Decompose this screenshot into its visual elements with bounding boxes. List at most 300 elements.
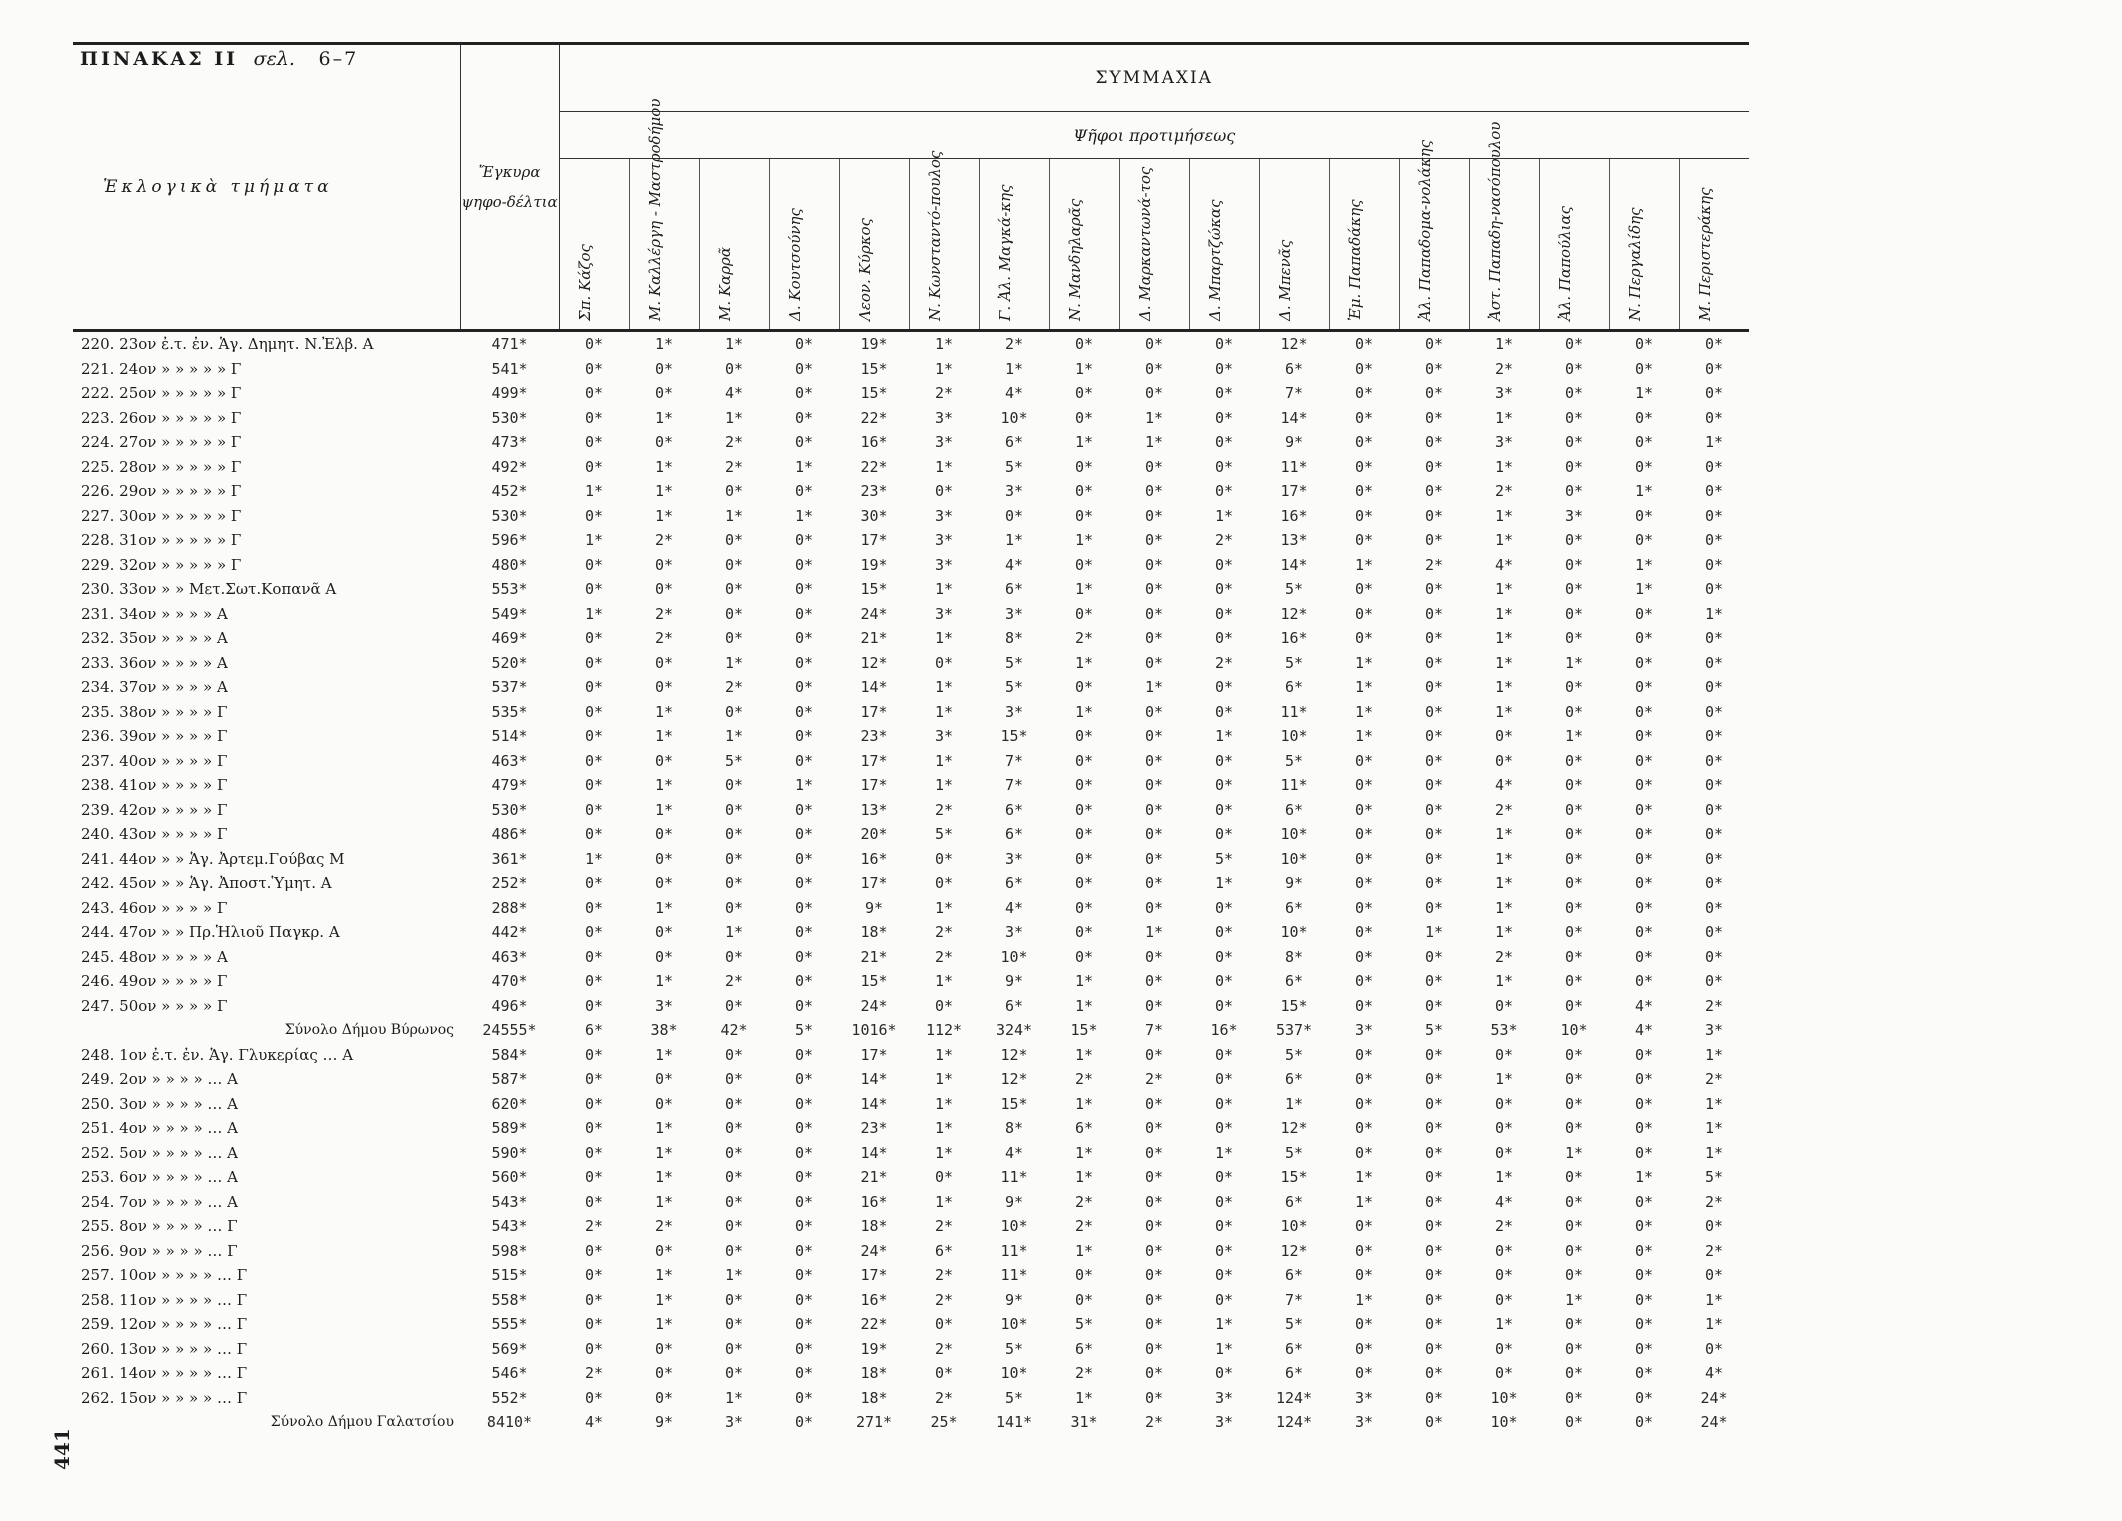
vote-cell: 0* xyxy=(1214,580,1234,599)
vote-cell: 0* xyxy=(1564,947,1584,966)
vote-cell: 0* xyxy=(1074,506,1094,525)
vote-cell: 0* xyxy=(1564,1119,1584,1138)
section-label: 225. 28ον » » » » » Γ xyxy=(81,457,242,476)
vote-cell: 15* xyxy=(860,972,888,991)
vote-cell: 0* xyxy=(584,1315,604,1334)
vote-cell: 0* xyxy=(1214,482,1234,501)
section-label: 260. 13ον » » » » … Γ xyxy=(81,1339,248,1358)
results-table xyxy=(73,42,1749,1435)
section-label: 245. 48ον » » » » Α xyxy=(81,947,228,966)
vote-cell: 0* xyxy=(654,1339,674,1358)
vote-cell: 1016* xyxy=(851,1021,897,1040)
valid-ballots-cell: 555* xyxy=(491,1315,528,1334)
vote-cell: 1* xyxy=(1634,580,1654,599)
table-row xyxy=(73,406,1749,431)
vote-cell: 3* xyxy=(654,996,674,1015)
vote-cell: 0* xyxy=(1424,580,1444,599)
vote-cell: 0* xyxy=(794,1413,814,1432)
vote-cell: 0* xyxy=(1214,1364,1234,1383)
vote-cell: 0* xyxy=(584,1241,604,1260)
vote-cell: 1* xyxy=(1214,1339,1234,1358)
vote-cell: 0* xyxy=(1424,1217,1444,1236)
candidate-header xyxy=(559,159,629,331)
vote-cell: 1* xyxy=(1704,1143,1724,1162)
vote-cell: 0* xyxy=(1144,825,1164,844)
vote-cell: 15* xyxy=(860,580,888,599)
vote-cell: 1* xyxy=(1144,678,1164,697)
section-label: 224. 27ον » » » » » Γ xyxy=(81,433,242,452)
vote-cell: 1* xyxy=(1074,702,1094,721)
vote-cell: 0* xyxy=(1354,1217,1374,1236)
vote-cell: 17* xyxy=(860,702,888,721)
vote-cell: 1* xyxy=(1634,384,1654,403)
valid-ballots-cell: 530* xyxy=(491,408,528,427)
section-label: 248. 1ον ἐ.τ. ἐν. Ἁγ. Γλυκερίας … Α xyxy=(81,1045,354,1064)
vote-cell: 0* xyxy=(1354,629,1374,648)
vote-cell: 0* xyxy=(1144,1045,1164,1064)
vote-cell: 0* xyxy=(724,996,744,1015)
vote-cell: 2* xyxy=(584,1217,604,1236)
vote-cell: 0* xyxy=(1354,384,1374,403)
total-row xyxy=(73,1018,1749,1043)
vote-cell: 0* xyxy=(934,1364,954,1383)
vote-cell: 6* xyxy=(1004,433,1024,452)
vote-cell: 0* xyxy=(724,1339,744,1358)
vote-cell: 0* xyxy=(584,1143,604,1162)
vote-cell: 0* xyxy=(654,359,674,378)
table-row xyxy=(73,675,1749,700)
vote-cell: 0* xyxy=(1704,874,1724,893)
vote-cell: 1* xyxy=(1564,1290,1584,1309)
vote-cell: 0* xyxy=(1704,555,1724,574)
section-label: 244. 47ον » » Πρ.Ἡλιοῦ Παγκρ. Α xyxy=(81,923,340,942)
valid-ballots-cell: 496* xyxy=(491,996,528,1015)
vote-cell: 1* xyxy=(1074,359,1094,378)
vote-cell: 0* xyxy=(1704,482,1724,501)
section-label: 252. 5ον » » » » … Α xyxy=(81,1143,239,1162)
vote-cell: 0* xyxy=(1564,457,1584,476)
vote-cell: 0* xyxy=(1214,433,1234,452)
vote-cell: 0* xyxy=(584,1094,604,1113)
vote-cell: 1* xyxy=(1004,531,1024,550)
valid-ballots-cell: 514* xyxy=(491,727,528,746)
vote-cell: 21* xyxy=(860,947,888,966)
vote-cell: 0* xyxy=(1144,1119,1164,1138)
vote-cell: 0* xyxy=(1424,457,1444,476)
vote-cell: 0* xyxy=(1144,482,1164,501)
vote-cell: 0* xyxy=(1354,1143,1374,1162)
vote-cell: 0* xyxy=(1564,898,1584,917)
vote-cell: 1* xyxy=(1704,1094,1724,1113)
vote-cell: 1* xyxy=(724,923,744,942)
vote-cell: 1* xyxy=(654,1266,674,1285)
vote-cell: 124* xyxy=(1275,1388,1313,1407)
vote-cell: 0* xyxy=(584,1266,604,1285)
vote-cell: 1* xyxy=(1144,433,1164,452)
vote-cell: 0* xyxy=(1424,1413,1444,1432)
vote-cell: 22* xyxy=(860,457,888,476)
vote-cell: 0* xyxy=(654,751,674,770)
valid-ballots-cell: 530* xyxy=(491,800,528,819)
vote-cell: 6* xyxy=(1004,580,1024,599)
candidate-name: Ν. Περγαλίδης xyxy=(1626,207,1644,321)
vote-cell: 3* xyxy=(934,555,954,574)
table-row xyxy=(73,577,1749,602)
vote-cell: 1* xyxy=(1634,555,1654,574)
vote-cell: 0* xyxy=(724,555,744,574)
vote-cell: 0* xyxy=(1564,800,1584,819)
vote-cell: 0* xyxy=(1354,996,1374,1015)
vote-cell: 0* xyxy=(654,1070,674,1089)
vote-cell: 0* xyxy=(724,359,744,378)
section-label: 228. 31ον » » » » » Γ xyxy=(81,531,242,550)
vote-cell: 0* xyxy=(1354,947,1374,966)
vote-cell: 0* xyxy=(1634,923,1654,942)
vote-cell: 1* xyxy=(1354,702,1374,721)
vote-cell: 10* xyxy=(1490,1388,1518,1407)
vote-cell: 0* xyxy=(1564,384,1584,403)
vote-cell: 1* xyxy=(1564,653,1584,672)
section-label: 261. 14ον » » » » … Γ xyxy=(81,1364,248,1383)
vote-cell: 0* xyxy=(654,923,674,942)
candidate-header xyxy=(1329,159,1399,331)
table-row xyxy=(73,430,1749,455)
vote-cell: 0* xyxy=(1424,1290,1444,1309)
vote-cell: 271* xyxy=(855,1413,893,1432)
vote-cell: 0* xyxy=(1634,947,1654,966)
vote-cell: 0* xyxy=(1214,1168,1234,1187)
vote-cell: 0* xyxy=(1634,629,1654,648)
vote-cell: 0* xyxy=(934,1168,954,1187)
vote-cell: 0* xyxy=(1564,702,1584,721)
vote-cell: 1* xyxy=(1494,629,1514,648)
vote-cell: 0* xyxy=(794,1217,814,1236)
vote-cell: 0* xyxy=(1144,555,1164,574)
table-row xyxy=(73,455,1749,480)
vote-cell: 0* xyxy=(794,849,814,868)
table-row xyxy=(73,1288,1749,1313)
vote-cell: 2* xyxy=(1214,531,1234,550)
vote-cell: 3* xyxy=(1214,1388,1234,1407)
vote-cell: 0* xyxy=(794,629,814,648)
vote-cell: 2* xyxy=(654,629,674,648)
vote-cell: 0* xyxy=(584,384,604,403)
vote-cell: 0* xyxy=(1564,1168,1584,1187)
vote-cell: 1* xyxy=(654,898,674,917)
vote-cell: 6* xyxy=(1284,1070,1304,1089)
section-label: Σύνολο Δήμου Γαλατσίου xyxy=(270,1414,454,1431)
vote-cell: 1* xyxy=(794,506,814,525)
vote-cell: 1* xyxy=(1494,898,1514,917)
vote-cell: 0* xyxy=(794,1094,814,1113)
vote-cell: 0* xyxy=(1704,923,1724,942)
vote-cell: 141* xyxy=(995,1413,1033,1432)
vote-cell: 1* xyxy=(1354,727,1374,746)
table-title-main: ΠΙΝΑΚΑΣ ΙΙ xyxy=(80,48,239,70)
vote-cell: 15* xyxy=(1000,727,1028,746)
vote-cell: 1* xyxy=(724,1388,744,1407)
vote-cell: 0* xyxy=(1634,433,1654,452)
section-label: 223. 26ον » » » » » Γ xyxy=(81,408,242,427)
table-row xyxy=(73,920,1749,945)
vote-cell: 9* xyxy=(1284,433,1304,452)
vote-cell: 0* xyxy=(794,580,814,599)
vote-cell: 0* xyxy=(1634,1290,1654,1309)
vote-cell: 0* xyxy=(1144,1315,1164,1334)
vote-cell: 0* xyxy=(1704,947,1724,966)
vote-cell: 0* xyxy=(1354,1094,1374,1113)
vote-cell: 42* xyxy=(720,1021,748,1040)
vote-cell: 10* xyxy=(1560,1021,1588,1040)
vote-cell: 0* xyxy=(1494,1266,1514,1285)
vote-cell: 0* xyxy=(1704,678,1724,697)
vote-cell: 24* xyxy=(860,1241,888,1260)
vote-cell: 1* xyxy=(1074,433,1094,452)
vote-cell: 0* xyxy=(1634,1094,1654,1113)
vote-cell: 0* xyxy=(934,482,954,501)
vote-cell: 0* xyxy=(1634,457,1654,476)
vote-cell: 0* xyxy=(584,1119,604,1138)
vote-cell: 0* xyxy=(1144,1241,1164,1260)
vote-cell: 0* xyxy=(1424,506,1444,525)
vote-cell: 0* xyxy=(1704,702,1724,721)
vote-cell: 17* xyxy=(860,1266,888,1285)
vote-cell: 3* xyxy=(934,408,954,427)
vote-cell: 0* xyxy=(1144,996,1164,1015)
valid-ballots-cell: 480* xyxy=(491,555,528,574)
valid-ballots-cell: 252* xyxy=(491,874,528,893)
vote-cell: 3* xyxy=(1354,1413,1374,1432)
section-label: 226. 29ον » » » » » Γ xyxy=(81,482,242,501)
vote-cell: 0* xyxy=(1354,1266,1374,1285)
vote-cell: 5* xyxy=(1004,1388,1024,1407)
vote-cell: 3* xyxy=(724,1413,744,1432)
vote-cell: 0* xyxy=(794,1070,814,1089)
section-label: 241. 44ον » » Ἁγ. Ἀρτεμ.Γούβας Μ xyxy=(81,849,345,868)
vote-cell: 5* xyxy=(1424,1021,1444,1040)
vote-cell: 0* xyxy=(1424,653,1444,672)
vote-cell: 0* xyxy=(1354,1241,1374,1260)
vote-cell: 1* xyxy=(1354,555,1374,574)
vote-cell: 11* xyxy=(1000,1168,1028,1187)
vote-cell: 30* xyxy=(860,506,888,525)
section-label: 253. 6ον » » » » … Α xyxy=(81,1168,239,1187)
vote-cell: 9* xyxy=(654,1413,674,1432)
section-label: 251. 4ον » » » » … Α xyxy=(81,1119,239,1138)
section-label: 230. 33ον » » Μετ.Σωτ.Κοπανᾶ Α xyxy=(81,580,337,599)
vote-cell: 0* xyxy=(794,923,814,942)
vote-cell: 0* xyxy=(1634,1192,1654,1211)
valid-ballots-cell: 470* xyxy=(491,972,528,991)
vote-cell: 0* xyxy=(1354,800,1374,819)
vote-cell: 1* xyxy=(654,1290,674,1309)
vote-cell: 0* xyxy=(1494,1143,1514,1162)
vote-cell: 1* xyxy=(1074,653,1094,672)
vote-cell: 0* xyxy=(654,1241,674,1260)
vote-cell: 0* xyxy=(794,1266,814,1285)
vote-cell: 0* xyxy=(1074,727,1094,746)
table-row xyxy=(73,773,1749,798)
vote-cell: 1* xyxy=(1354,1290,1374,1309)
vote-cell: 6* xyxy=(584,1021,604,1040)
vote-cell: 1* xyxy=(1634,1168,1654,1187)
vote-cell: 3* xyxy=(1004,482,1024,501)
vote-cell: 1* xyxy=(1494,972,1514,991)
vote-cell: 1* xyxy=(1704,1045,1724,1064)
vote-cell: 0* xyxy=(584,555,604,574)
vote-cell: 11* xyxy=(1280,776,1308,795)
valid-ballots-cell: 541* xyxy=(491,359,528,378)
vote-cell: 0* xyxy=(1074,923,1094,942)
vote-cell: 1* xyxy=(584,604,604,623)
vote-cell: 12* xyxy=(860,653,888,672)
table-title-sub: σελ. xyxy=(253,48,295,70)
vote-cell: 0* xyxy=(584,1045,604,1064)
vote-cell: 11* xyxy=(1000,1241,1028,1260)
vote-cell: 0* xyxy=(1634,335,1654,354)
vote-cell: 1* xyxy=(1494,1070,1514,1089)
vote-cell: 11* xyxy=(1280,702,1308,721)
vote-cell: 0* xyxy=(584,727,604,746)
section-label: 262. 15ον » » » » … Γ xyxy=(81,1388,248,1407)
vote-cell: 0* xyxy=(724,898,744,917)
vote-cell: 0* xyxy=(1494,751,1514,770)
vote-cell: 0* xyxy=(1564,923,1584,942)
vote-cell: 0* xyxy=(1074,335,1094,354)
candidate-name: Ν. Μανδηλαρᾶς xyxy=(1066,198,1084,321)
vote-cell: 2* xyxy=(934,923,954,942)
vote-cell: 2* xyxy=(724,433,744,452)
vote-cell: 0* xyxy=(934,849,954,868)
vote-cell: 0* xyxy=(1424,531,1444,550)
vote-cell: 0* xyxy=(1424,996,1444,1015)
vote-cell: 12* xyxy=(1000,1070,1028,1089)
vote-cell: 0* xyxy=(1564,1339,1584,1358)
section-label: 249. 2ον » » » » … Α xyxy=(81,1070,239,1089)
vote-cell: 5* xyxy=(1004,678,1024,697)
vote-cell: 0* xyxy=(1634,1388,1654,1407)
vote-cell: 0* xyxy=(1214,1094,1234,1113)
vote-cell: 0* xyxy=(1214,359,1234,378)
vote-cell: 2* xyxy=(1424,555,1444,574)
vote-cell: 0* xyxy=(1704,335,1724,354)
vote-cell: 21* xyxy=(860,629,888,648)
vote-cell: 5* xyxy=(1004,457,1024,476)
valid-ballots-cell: 463* xyxy=(491,947,528,966)
vote-cell: 1* xyxy=(794,457,814,476)
candidate-name: Δ. Μαρκαντωνά-τος xyxy=(1136,166,1154,321)
vote-cell: 0* xyxy=(794,1168,814,1187)
vote-cell: 0* xyxy=(1214,825,1234,844)
vote-cell: 0* xyxy=(1074,1290,1094,1309)
vote-cell: 0* xyxy=(1354,335,1374,354)
vote-cell: 0* xyxy=(1424,1241,1444,1260)
vote-cell: 9* xyxy=(1004,1192,1024,1211)
vote-cell: 1* xyxy=(1074,1241,1094,1260)
results-table-wrapper xyxy=(73,42,1749,1435)
candidate-name: Ἀλ. Παπούλιας xyxy=(1556,205,1574,321)
vote-cell: 0* xyxy=(1564,825,1584,844)
vote-cell: 0* xyxy=(1704,653,1724,672)
vote-cell: 0* xyxy=(1074,482,1094,501)
vote-cell: 0* xyxy=(1074,384,1094,403)
vote-cell: 0* xyxy=(1564,1094,1584,1113)
vote-cell: 7* xyxy=(1004,751,1024,770)
section-label: 259. 12ον » » » » … Γ xyxy=(81,1315,248,1334)
vote-cell: 0* xyxy=(1354,408,1374,427)
vote-cell: 0* xyxy=(1704,580,1724,599)
vote-cell: 0* xyxy=(724,1094,744,1113)
vote-cell: 0* xyxy=(794,1290,814,1309)
vote-cell: 0* xyxy=(1144,384,1164,403)
vote-cell: 0* xyxy=(794,1143,814,1162)
vote-cell: 0* xyxy=(1634,1045,1654,1064)
vote-cell: 17* xyxy=(860,874,888,893)
vote-cell: 0* xyxy=(794,408,814,427)
vote-cell: 0* xyxy=(1494,1364,1514,1383)
table-row xyxy=(73,1092,1749,1117)
vote-cell: 1* xyxy=(1494,874,1514,893)
vote-cell: 0* xyxy=(794,947,814,966)
vote-cell: 2* xyxy=(1494,1217,1514,1236)
vote-cell: 0* xyxy=(1634,874,1654,893)
vote-cell: 0* xyxy=(1144,727,1164,746)
vote-cell: 0* xyxy=(1214,947,1234,966)
vote-cell: 0* xyxy=(1074,408,1094,427)
section-label: 237. 40ον » » » » Γ xyxy=(81,751,228,770)
vote-cell: 1* xyxy=(1494,335,1514,354)
vote-cell: 0* xyxy=(1634,1070,1654,1089)
vote-cell: 0* xyxy=(1564,1192,1584,1211)
vote-cell: 0* xyxy=(724,604,744,623)
vote-cell: 24* xyxy=(860,996,888,1015)
vote-cell: 0* xyxy=(1424,482,1444,501)
vote-cell: 1* xyxy=(1004,359,1024,378)
vote-cell: 0* xyxy=(1494,1094,1514,1113)
vote-cell: 1* xyxy=(1704,433,1724,452)
vote-cell: 1* xyxy=(1284,1094,1304,1113)
vote-cell: 0* xyxy=(1564,1070,1584,1089)
vote-cell: 0* xyxy=(1494,1290,1514,1309)
vote-cell: 38* xyxy=(650,1021,678,1040)
vote-cell: 0* xyxy=(724,482,744,501)
vote-cell: 10* xyxy=(1280,1217,1308,1236)
vote-cell: 1* xyxy=(1704,1290,1724,1309)
vote-cell: 0* xyxy=(1564,874,1584,893)
table-row xyxy=(73,749,1749,774)
vote-cell: 0* xyxy=(1564,408,1584,427)
vote-cell: 2* xyxy=(1704,1241,1724,1260)
vote-cell: 0* xyxy=(1564,1413,1584,1432)
vote-cell: 0* xyxy=(1564,972,1584,991)
vote-cell: 0* xyxy=(1704,727,1724,746)
vote-cell: 0* xyxy=(654,653,674,672)
vote-cell: 6* xyxy=(1284,898,1304,917)
vote-cell: 7* xyxy=(1284,1290,1304,1309)
vote-cell: 0* xyxy=(1144,1266,1164,1285)
vote-cell: 0* xyxy=(724,849,744,868)
vote-cell: 0* xyxy=(1494,996,1514,1015)
vote-cell: 1* xyxy=(1494,1315,1514,1334)
vote-cell: 0* xyxy=(724,947,744,966)
candidate-name: Μ. Περιστεράκης xyxy=(1696,187,1715,321)
vote-cell: 3* xyxy=(934,727,954,746)
vote-cell: 0* xyxy=(1564,849,1584,868)
vote-cell: 17* xyxy=(1280,482,1308,501)
vote-cell: 0* xyxy=(1564,531,1584,550)
vote-cell: 1* xyxy=(1074,996,1094,1015)
vote-cell: 0* xyxy=(1354,1119,1374,1138)
